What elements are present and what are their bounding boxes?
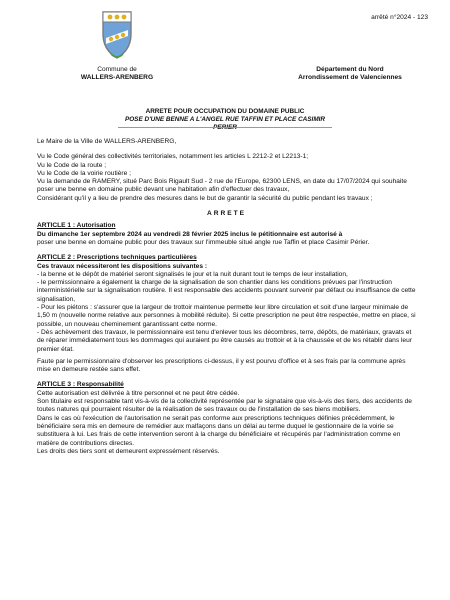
coat-of-arms-icon — [97, 8, 137, 64]
article-3-heading: ARTICLE 3 : Responsabilité — [37, 381, 124, 389]
title-divider — [118, 127, 332, 128]
decree-body — [37, 138, 416, 456]
article-2-heading: ARTICLE 2 : Prescriptions techniques particulières — [37, 254, 197, 262]
article-1-heading: ARTICLE 1 : Autorisation — [37, 222, 116, 230]
article-2-closing: Faute par le permissionnaire d'observer les prescriptions ci-dessus, il y est pourvu d'office et à ses frais par la commune après mise en demeure restée sans effet. — [37, 357, 406, 374]
article-3-line: Dans le cas où l'exécution de l'autorisation ne serait pas conforme aux prescriptions techniques définies précédemment, le bénéficiaire sera mis en demeure de remédier aux malfaçons dans un délai au terme duquel le gestionnaire de la voirie se substituera à lui. Les frais de cette intervention seront à la charge du bénéficiaire et récupérés par l'administration comme en matière de contributions directes. — [37, 414, 401, 447]
article-3-line: Les droits des tiers sont et demeurent expressément réservés. — [37, 447, 220, 455]
department-block — [275, 66, 425, 82]
commune-label: Commune de — [97, 66, 137, 73]
list-item: - Pour les piétons : s'assurer que la largeur de trottoir maintenue permette leur libre circulation et soit d'une largeur minimale de 1,50 m (nouvelle norme relative aux personnes à mobilité réduite). Si cette prescription ne peut être respectée, mettre en place, si possible, un nouveau cheminement garantissant cette norme. — [37, 304, 416, 328]
list-item: - la benne et le dépôt de matériel seront signalisés le jour et la nuit durant tout le temps de leur installation, — [37, 270, 348, 278]
decree-reference: arrêté n°2024 - 123 — [371, 14, 428, 21]
article-3-line: Cette autorisation est délivrée à titre personnel et ne peut être cédée. — [37, 389, 240, 397]
considerant-paragraph: Considérant qu'il y a lieu de prendre des mesures dans le but de garantir la sécurité du public pendant les travaux ; — [37, 194, 373, 202]
visa-line: Vu le Code général des collectivités territoriales, notamment les articles L 2212-2 et L2213-1; — [37, 153, 309, 161]
article-3-line: Son titulaire est responsable tant vis-à-vis de la collectivité représentée par le signataire que vis-à-vis des tiers, des accidents de toutes natures qui pourraient résulter de la réalisation de ses travaux ou de l'installation de ses biens mobiliers. — [37, 398, 412, 414]
visa-line: Vu le Code de la route ; — [37, 161, 107, 169]
visa-line: Vu la demande de RAMERY, situé Parc Bois Rigault Sud - 2 rue de l'Europe, 62300 LENS, en date du 17/07/2024 qui souhaite poser une benne en domaine public devant une habitation afin d'effectuer des travaux, — [37, 178, 407, 194]
mayor-line: Le Maire de la Ville de WALLERS-ARENBERG, — [37, 138, 177, 145]
arrondissement-name: Arrondissement de Valenciennes — [298, 74, 402, 82]
department-name: Département du Nord — [316, 66, 384, 73]
title-line-1: ARRETE POUR OCCUPATION DU DOMAINE PUBLIC — [145, 108, 305, 115]
article-1-text: poser une benne en domaine public pour des travaux sur l'immeuble situé angle rue Taffin et place Casimir Périer. — [37, 238, 370, 246]
visa-line: Vu le Code de la voirie routière ; — [37, 169, 131, 177]
article-2-subheading: Ces travaux nécessiteront les dispositions suivantes : — [37, 262, 208, 270]
arrete-heading: ARRETE — [206, 210, 247, 218]
commune-block — [52, 66, 182, 82]
list-item: - Dès achèvement des travaux, le permissionnaire est tenu d'enlever tous les décombres, terre, dépôts, de matériaux, gravats et de réparer immédiatement tous les dommages qui auraient pu être causés au trottoir et à la chaussée et de les rétablir dans leur premier état. — [37, 328, 412, 353]
title-line-2: POSE D'UNE BENNE A L'ANGEL RUE TAFFIN ET PLACE CASIMIR PERIER — [124, 116, 326, 131]
commune-name: WALLERS-ARENBERG — [80, 74, 154, 82]
decree-title — [118, 108, 332, 132]
article-1-dates: Du dimanche 1er septembre 2024 au vendredi 28 février 2025 inclus le pétitionnaire est autorisé à — [37, 230, 343, 238]
list-item: - le permissionnaire a également la charge de la signalisation de son chantier dans les conditions prévues par l'instruction interministérielle sur la signalisation routière. Il est responsable des accidents pouvant survenir par défaut ou insuffisance de cette signalisation, — [37, 279, 416, 303]
